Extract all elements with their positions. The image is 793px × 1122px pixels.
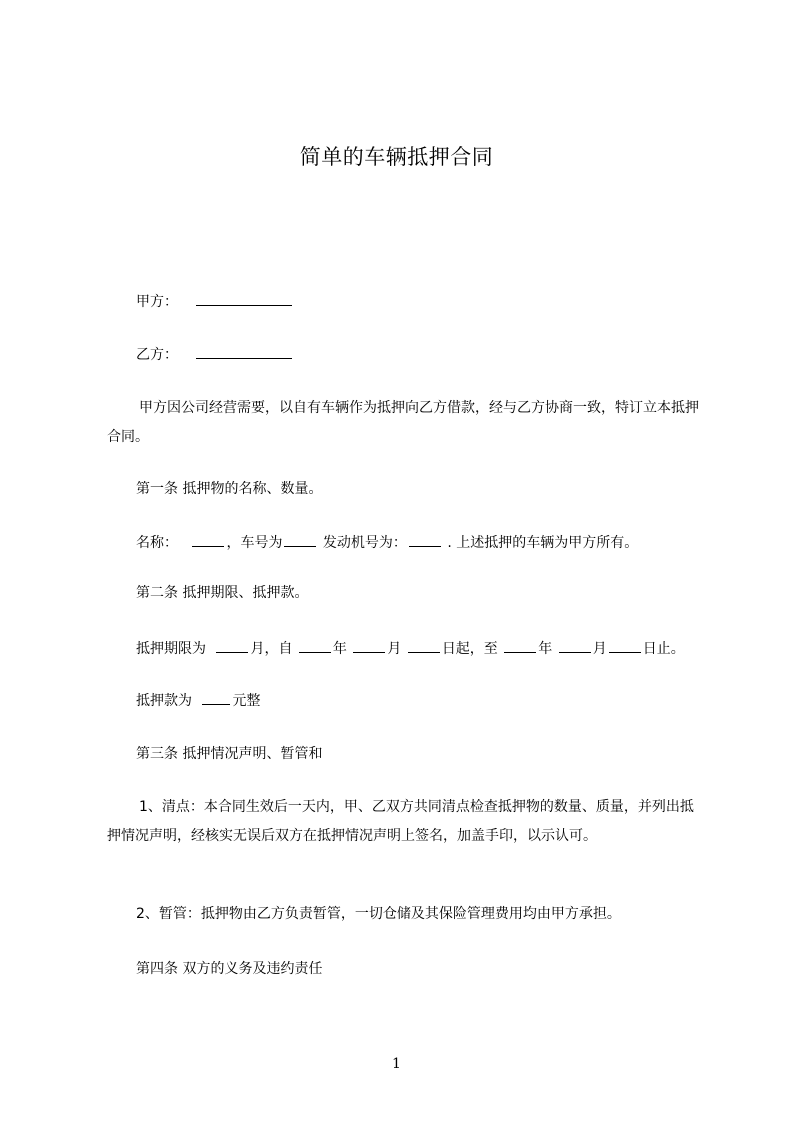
article-1-heading: 第一条 抵押物的名称、数量。 — [136, 481, 323, 497]
engine-label: 发动机号为： — [322, 535, 407, 551]
page-number: 1 — [392, 1056, 401, 1072]
engine-blank — [409, 532, 441, 547]
name-label: 名称： — [136, 535, 178, 551]
amount-suffix: 元整 — [232, 693, 261, 709]
clause-2-line: 2、暂管：抵押物由乙方负责暂管，一切仓储及其保险管理费用均由甲方承担。 — [136, 906, 621, 922]
amount-line — [136, 690, 260, 711]
article-3-heading: 第三条 抵押情况声明、暂管和 — [136, 746, 323, 762]
article-2-heading: 第二条 抵押期限、抵押款。 — [136, 585, 309, 601]
party-b-label: 乙方： — [136, 347, 178, 363]
end-month-blank — [559, 638, 591, 653]
document-title: 简单的车辆抵押合同 — [299, 145, 494, 169]
day-from-text: 日起，至 — [441, 641, 498, 657]
start-month-word: 月 — [387, 641, 402, 657]
intro-text: 甲方因公司经营需要，以自有车辆作为抵押向乙方借款，经与乙方协商一致，特订立本抵押合同。 — [107, 400, 699, 445]
end-year-word: 年 — [538, 641, 553, 657]
end-month-word: 月 — [592, 641, 607, 657]
amount-label: 抵押款为 — [136, 693, 192, 709]
name-blank — [192, 532, 224, 547]
month-from-text: 月，自 — [250, 641, 293, 657]
period-month-blank — [216, 638, 248, 653]
period-label: 抵押期限为 — [136, 641, 206, 657]
party-a-blank — [196, 291, 292, 306]
vehicle-name-line — [136, 532, 638, 553]
start-day-blank — [408, 638, 440, 653]
period-line — [136, 638, 685, 659]
ownership-text: . 上述抵押的车辆为甲方所有。 — [447, 535, 639, 551]
clause-1-text: 1、清点：本合同生效后一天内，甲、乙双方共同清点检查抵押物的数量、质量，并列出抵押情况声明，经核实无误后双方在抵押情况声明上签名，加盖手印，以示认可。 — [107, 799, 694, 844]
article-4-heading: 第四条 双方的义务及违约责任 — [136, 961, 323, 977]
start-month-blank — [353, 638, 385, 653]
start-year-word: 年 — [332, 641, 347, 657]
party-a-label: 甲方： — [136, 294, 178, 310]
intro-paragraph — [107, 394, 707, 452]
clause-1-paragraph — [107, 793, 707, 851]
plate-blank — [284, 532, 316, 547]
end-year-blank — [504, 638, 536, 653]
end-day-blank — [609, 638, 641, 653]
day-to-text: 日止。 — [642, 641, 685, 657]
amount-blank — [202, 690, 230, 705]
start-year-blank — [299, 638, 331, 653]
plate-label: ，车号为 — [226, 535, 283, 551]
party-b-line — [136, 344, 294, 365]
party-a-line — [136, 291, 294, 312]
party-b-blank — [196, 344, 292, 359]
